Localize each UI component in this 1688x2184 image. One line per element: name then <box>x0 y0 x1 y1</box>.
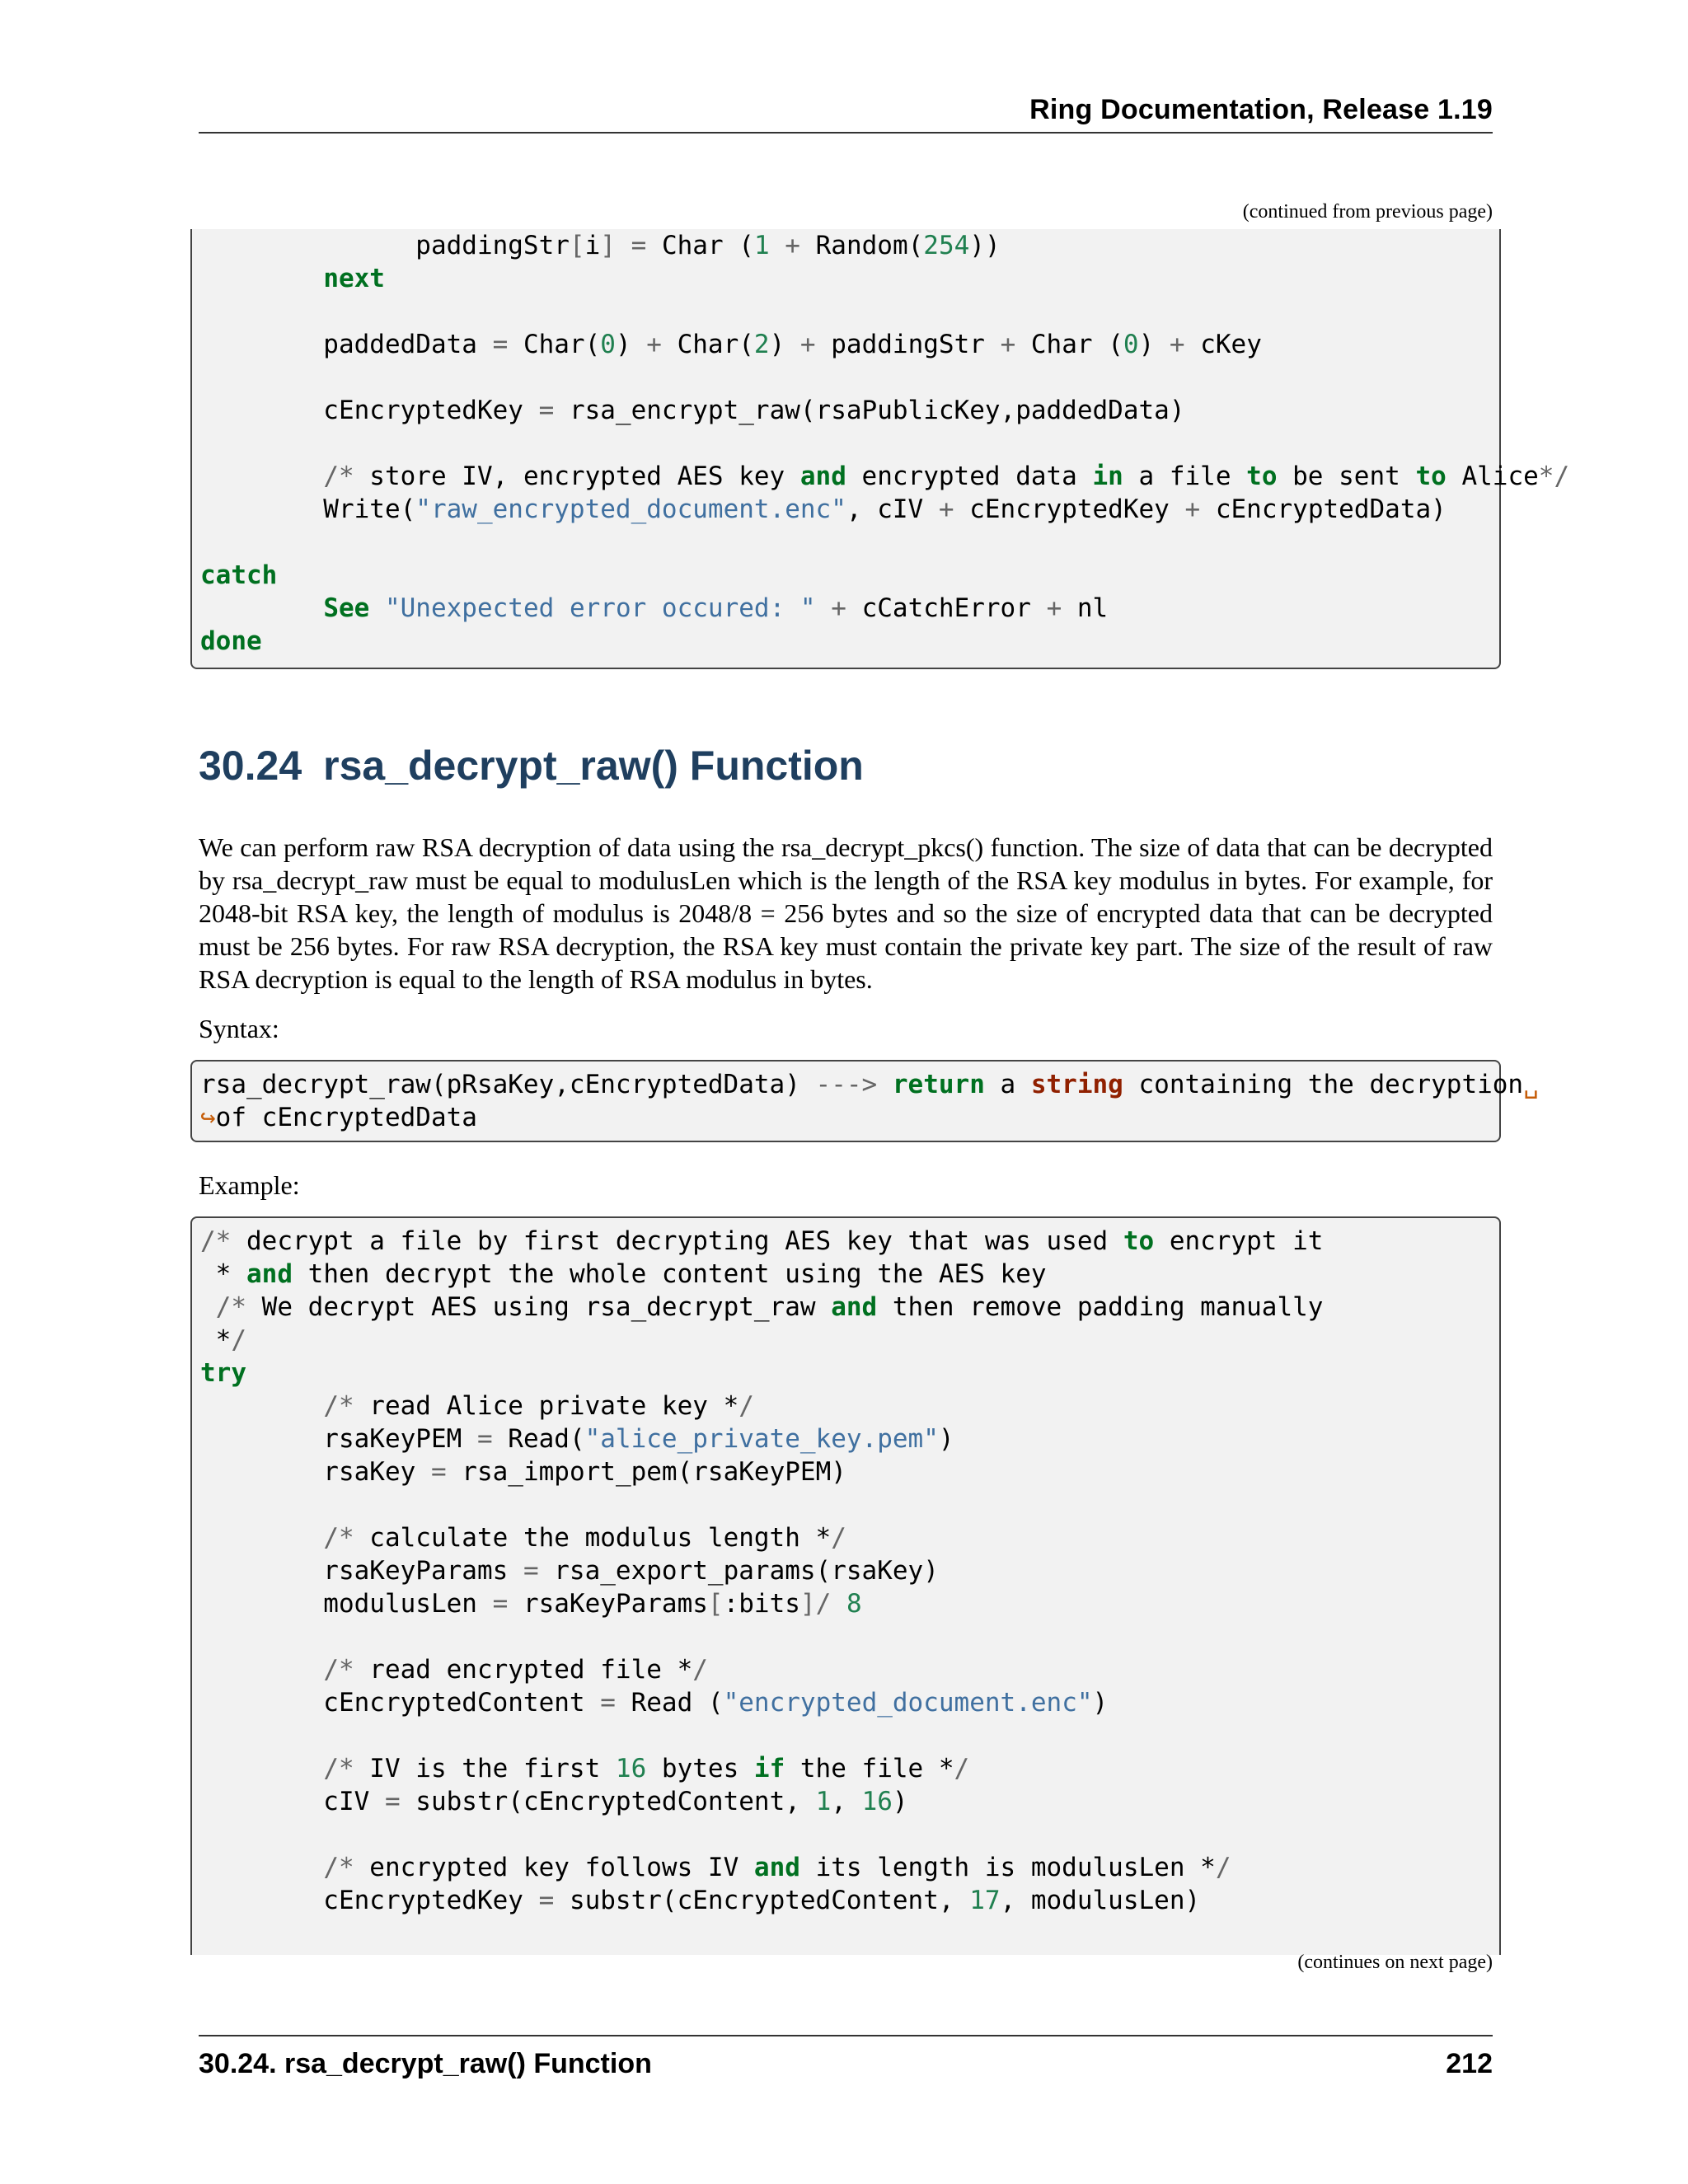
body-paragraph: We can perform raw RSA decryption of data using the rsa_decrypt_pkcs() function. The size of data that can be decrypted by rsa_decrypt_raw must be equal to modulusLen which is the length of the RSA key modulus in bytes. For example, for 2048-bit RSA key, the length of modulus is 2048/8 = 256 bytes and so the size of encrypted data that can be decrypted must be 256 bytes. For raw RSA decryption, the RSA key must contain the private key part. The size of the result of raw RSA decryption is equal to the length of RSA modulus in bytes. <box>199 832 1493 994</box>
code-line: rsaKeyPEM = Read("alice_private_key.pem") <box>200 1424 954 1454</box>
code-line: /* calculate the modulus length */ <box>323 1523 846 1553</box>
code-line: cIV = substr(cEncryptedContent, 1, 16) <box>200 1787 908 1816</box>
example-label: Example: <box>199 1170 300 1200</box>
code-line: modulusLen = rsaKeyParams[:bits]/ 8 <box>200 1589 862 1619</box>
syntax-code <box>192 1068 1539 1134</box>
code-line: catch <box>200 560 278 590</box>
footer-section: 30.24. rsa_decrypt_raw() Function <box>199 2048 652 2079</box>
code-line: paddedData = Char(0) + Char(2) + paddingStr + Char (0) + cKey <box>200 330 1262 359</box>
code-block-continued <box>190 229 1570 669</box>
document-title: Ring Documentation, Release 1.19 <box>1029 94 1493 125</box>
page-number: 212 <box>1446 2048 1493 2079</box>
continuation-arrow-icon: ↪ <box>200 1103 216 1132</box>
syntax-label: Syntax: <box>199 1014 279 1043</box>
code-block-example <box>190 1216 1501 1955</box>
code-line: /* decrypt a file by first decrypting AES key that was used to encrypt it <box>200 1226 1324 1256</box>
syntax-line-2: of cEncryptedData <box>215 1103 477 1132</box>
code-line: done <box>200 626 262 656</box>
code-line: try <box>200 1358 246 1388</box>
code-line: cEncryptedKey = substr(cEncryptedContent, 17, modulusLen) <box>200 1886 1201 1915</box>
page-footer <box>199 2035 1493 2079</box>
code-line: rsaKeyParams = rsa_export_params(rsaKey) <box>200 1556 939 1586</box>
code-listing-1 <box>192 229 1570 658</box>
code-line: /* IV is the first 16 bytes if the file */ <box>323 1754 970 1783</box>
code-line: cEncryptedKey = rsa_encrypt_raw(rsaPublicKey,paddedData) <box>200 396 1185 425</box>
code-line: paddingStr[i] = Char (1 + Random(254)) <box>200 231 1001 260</box>
page-header <box>199 92 1493 134</box>
code-line: /* store IV, encrypted AES key and encrypted data in a file to be sent to Alice*/ <box>323 462 1570 491</box>
continued-from-note: (continued from previous page) <box>1242 201 1493 223</box>
code-line: Write("raw_encrypted_document.enc", cIV + cEncryptedKey + cEncryptedData) <box>200 494 1447 524</box>
code-line: See "Unexpected error occured: " + cCatchError + nl <box>323 593 1109 623</box>
section-title: rsa_decrypt_raw() Function <box>323 743 864 789</box>
code-line: /* read Alice private key */ <box>323 1391 754 1421</box>
syntax-line-1: rsa_decrypt_raw(pRsaKey,cEncryptedData) ---> return a string containing the decryption <box>200 1070 1524 1099</box>
code-line: next <box>323 264 385 293</box>
code-line: /* We decrypt AES using rsa_decrypt_raw and then remove padding manually <box>215 1292 1324 1322</box>
continues-on-note: (continues on next page) <box>1297 1952 1493 1973</box>
code-line: /* read encrypted file */ <box>323 1655 708 1685</box>
code-line: rsaKey = rsa_import_pem(rsaKeyPEM) <box>200 1457 846 1487</box>
section-heading <box>199 742 864 790</box>
wrap-marker-icon: ␣ <box>1523 1070 1539 1099</box>
section-number: 30.24 <box>199 743 302 789</box>
code-line: cEncryptedContent = Read ("encrypted_document.enc") <box>200 1688 1109 1718</box>
code-line: /* encrypted key follows IV and its length is modulusLen */ <box>323 1853 1231 1882</box>
syntax-code-block <box>190 1060 1539 1142</box>
code-line: * and then decrypt the whole content using the AES key <box>200 1259 1047 1289</box>
code-listing-2 <box>192 1225 1499 1917</box>
code-line: */ <box>200 1325 246 1355</box>
